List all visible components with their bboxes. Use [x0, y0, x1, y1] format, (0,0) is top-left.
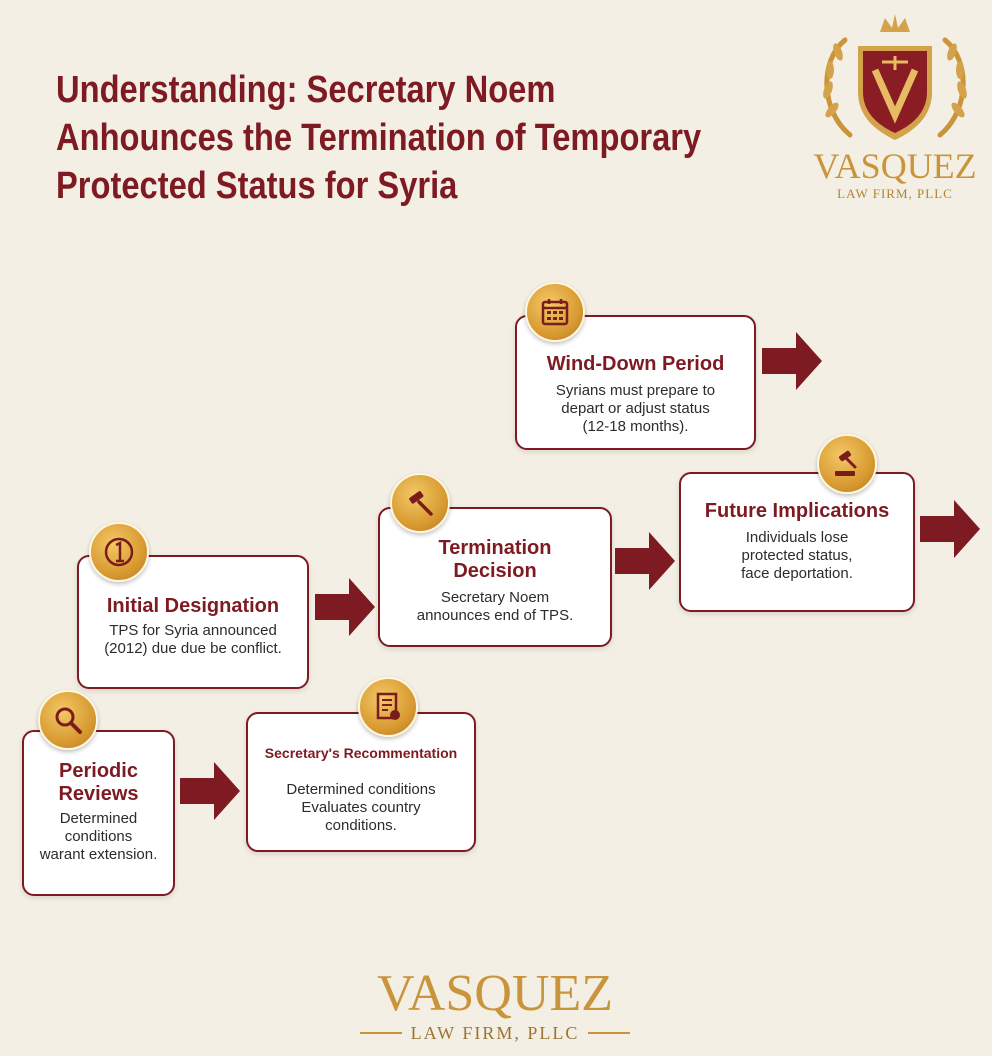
step-title: Future Implications: [704, 500, 890, 522]
step-title: Secretary's Recommentation: [264, 745, 458, 761]
step-description: Individuals lose protected status, face deportation.: [741, 529, 853, 582]
step-title: Wind-Down Period: [546, 353, 725, 375]
arrow-right-icon: [615, 532, 675, 590]
calendar-icon: [525, 282, 585, 342]
step-description: Determined conditions warant extension.: [39, 810, 158, 863]
logo-top-name: VASQUEZ: [813, 146, 977, 186]
coin-one-icon: [89, 522, 149, 582]
page-title: Understanding: Secretary Noem Anhounces the Termination of Temporary Protected Status for Syria: [56, 69, 702, 207]
gavel-block-icon: [817, 434, 877, 494]
logo-bottom-name: VASQUEZ: [377, 965, 613, 1022]
step-title: Periodic Reviews: [58, 760, 139, 805]
arrow-right-icon: [920, 500, 980, 558]
arrow-right-icon: [180, 762, 240, 820]
vasquez-logo-crest: [800, 10, 990, 200]
step-periodic-reviews: [22, 730, 175, 896]
gavel-icon: [390, 473, 450, 533]
step-future-implications: [679, 472, 915, 612]
step-title: Initial Designation: [106, 595, 280, 617]
step-description: Syrians must prepare to depart or adjust status (12-18 months).: [555, 382, 716, 435]
magnifier-icon: [38, 690, 98, 750]
vasquez-logo-wordmark: [340, 960, 650, 1050]
step-title: Termination Decision: [438, 537, 552, 582]
logo-top-subtitle: LAW FIRM, PLLC: [837, 186, 953, 200]
arrow-right-icon: [762, 332, 822, 390]
arrow-right-icon: [315, 578, 375, 636]
step-secretary-recommendation: [246, 712, 476, 852]
logo-bottom-subtitle: LAW FIRM, PLLC: [410, 1023, 580, 1043]
step-description: Determined conditions Evaluates country conditions.: [286, 781, 436, 834]
step-description: TPS for Syria announced (2012) due due be conflict.: [104, 622, 282, 657]
step-description: Secretary Noem announces end of TPS.: [416, 589, 574, 624]
document-seal-icon: [358, 677, 418, 737]
